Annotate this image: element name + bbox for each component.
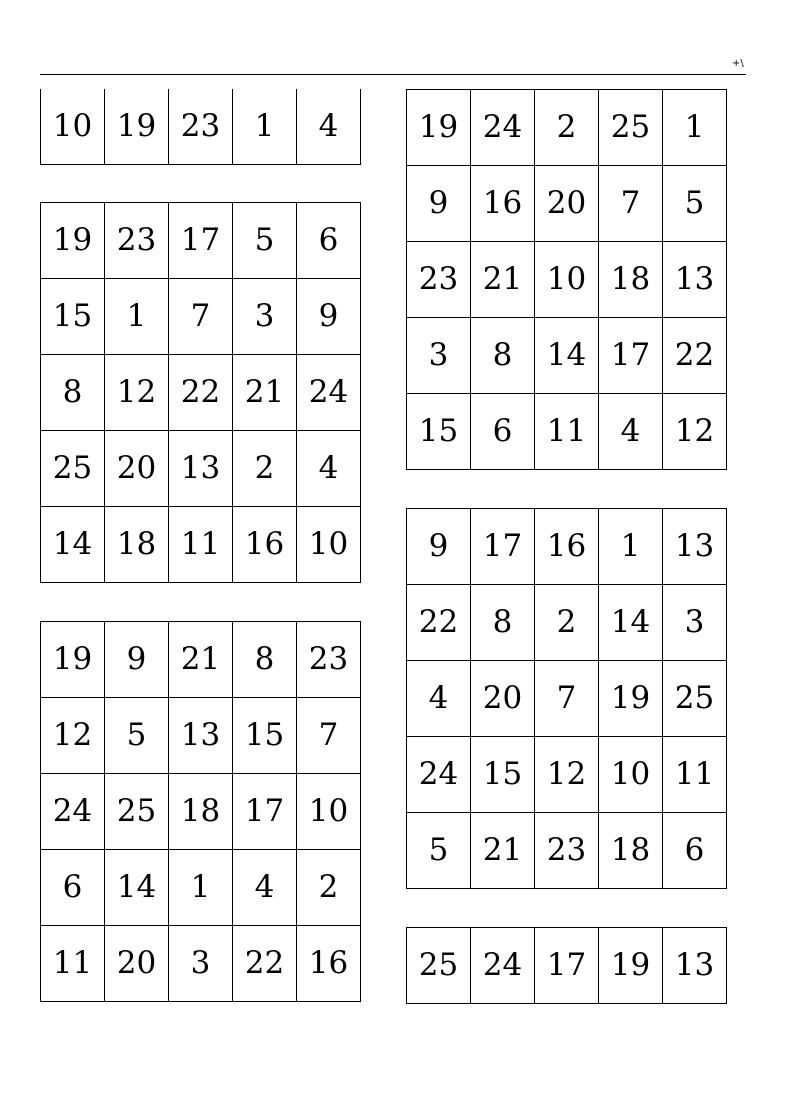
grid-row: [407, 242, 727, 318]
grid-row: [407, 318, 727, 394]
grid-cell: 25: [105, 774, 169, 850]
grid-cell: 23: [105, 203, 169, 279]
grid-cell: 19: [41, 622, 105, 698]
grid-cell: 20: [471, 661, 535, 737]
grid-cell: 18: [105, 507, 169, 583]
grid-cell: 12: [535, 737, 599, 813]
grid-cell: 9: [297, 279, 361, 355]
grid-cell: 12: [41, 698, 105, 774]
grid-cell: 24: [471, 90, 535, 166]
grid-cell: 15: [233, 698, 297, 774]
grid-cell: 8: [41, 355, 105, 431]
number-grid-right-top: [406, 89, 727, 470]
grid-cell: 16: [535, 509, 599, 585]
grid-cell: 5: [663, 166, 727, 242]
grid-cell: 1: [105, 279, 169, 355]
grid-cell: 21: [471, 242, 535, 318]
grid-row: [407, 90, 727, 166]
grid-cell: 17: [471, 509, 535, 585]
grid-cell: 16: [297, 926, 361, 1002]
grid-cell: 1: [599, 509, 663, 585]
grid-row: [41, 203, 361, 279]
grid-cell: 25: [599, 90, 663, 166]
grid-cell: 10: [297, 507, 361, 583]
grid-cell: 7: [535, 661, 599, 737]
grid-cell: 6: [471, 394, 535, 470]
grid-cell: 23: [169, 89, 233, 165]
grid-cell: 14: [599, 585, 663, 661]
grid-cell: 17: [169, 203, 233, 279]
grid-cell: 3: [169, 926, 233, 1002]
grid-row: [407, 813, 727, 889]
grid-cell: 11: [41, 926, 105, 1002]
grid-cell: 13: [663, 928, 727, 1004]
grid-cell: 12: [663, 394, 727, 470]
grid-cell: 13: [663, 242, 727, 318]
grid-cell: 23: [407, 242, 471, 318]
grid-row: [41, 774, 361, 850]
grid-cell: 3: [233, 279, 297, 355]
grid-cell: 3: [663, 585, 727, 661]
grid-cell: 25: [407, 928, 471, 1004]
grid-cell: 11: [535, 394, 599, 470]
grid-cell: 18: [599, 242, 663, 318]
grid-cell: 8: [233, 622, 297, 698]
grid-row: [407, 928, 727, 1004]
grid-cell: 4: [297, 431, 361, 507]
grid-cell: 13: [169, 698, 233, 774]
grid-cell: 25: [663, 661, 727, 737]
grid-row: [407, 394, 727, 470]
grid-row: [41, 698, 361, 774]
grid-cell: 1: [169, 850, 233, 926]
grid-cell: 4: [233, 850, 297, 926]
number-grid-right-middle: [406, 508, 727, 889]
grid-cell: 20: [105, 431, 169, 507]
grid-cell: 5: [407, 813, 471, 889]
grid-cell: 2: [535, 585, 599, 661]
grid-cell: 4: [599, 394, 663, 470]
grid-cell: 19: [599, 928, 663, 1004]
grid-cell: 24: [407, 737, 471, 813]
grid-row: [407, 585, 727, 661]
grid-cell: 11: [663, 737, 727, 813]
grid-cell: 2: [297, 850, 361, 926]
grid-cell: 15: [471, 737, 535, 813]
grid-cell: 12: [105, 355, 169, 431]
grid-row: [41, 926, 361, 1002]
grid-cell: 1: [663, 90, 727, 166]
grid-cell: 24: [297, 355, 361, 431]
grid-cell: 18: [599, 813, 663, 889]
number-grid-left-middle: [40, 202, 361, 583]
grid-cell: 22: [407, 585, 471, 661]
grid-cell: 13: [169, 431, 233, 507]
grid-cell: 14: [535, 318, 599, 394]
grid-cell: 10: [297, 774, 361, 850]
grid-cell: 4: [297, 89, 361, 165]
grid-cell: 7: [599, 166, 663, 242]
grid-cell: 15: [41, 279, 105, 355]
grid-cell: 4: [407, 661, 471, 737]
header-mark: +\: [732, 58, 744, 69]
number-grid-left-bottom: [40, 621, 361, 1002]
grid-cell: 19: [599, 661, 663, 737]
grid-cell: 23: [535, 813, 599, 889]
grid-cell: 20: [535, 166, 599, 242]
grid-cell: 17: [535, 928, 599, 1004]
grid-cell: 5: [233, 203, 297, 279]
grid-row: [41, 279, 361, 355]
grid-cell: 2: [535, 90, 599, 166]
grid-row: [407, 166, 727, 242]
grid-cell: 11: [169, 507, 233, 583]
grid-row: [41, 355, 361, 431]
grid-cell: 14: [105, 850, 169, 926]
grid-cell: 10: [41, 89, 105, 165]
grid-cell: 6: [297, 203, 361, 279]
grid-cell: 22: [169, 355, 233, 431]
grid-cell: 20: [105, 926, 169, 1002]
grid-cell: 19: [41, 203, 105, 279]
grid-cell: 1: [233, 89, 297, 165]
grid-cell: 2: [233, 431, 297, 507]
grid-row: [41, 431, 361, 507]
grid-cell: 21: [233, 355, 297, 431]
grid-cell: 10: [535, 242, 599, 318]
grid-cell: 19: [407, 90, 471, 166]
header-rule: [40, 74, 746, 75]
grid-row: [41, 622, 361, 698]
grid-cell: 17: [599, 318, 663, 394]
grid-cell: 9: [105, 622, 169, 698]
grid-cell: 8: [471, 318, 535, 394]
number-grid-left-top-fragment: [40, 89, 361, 165]
grid-cell: 23: [297, 622, 361, 698]
grid-row: [407, 509, 727, 585]
number-grid-right-bottom-fragment: [406, 927, 727, 1004]
grid-cell: 3: [407, 318, 471, 394]
grid-cell: 10: [599, 737, 663, 813]
grid-row: [41, 507, 361, 583]
grid-cell: 25: [41, 431, 105, 507]
grid-cell: 15: [407, 394, 471, 470]
grid-row: [407, 661, 727, 737]
grid-row: [407, 737, 727, 813]
grid-cell: 9: [407, 166, 471, 242]
grid-cell: 13: [663, 509, 727, 585]
grid-cell: 7: [297, 698, 361, 774]
grid-cell: 24: [41, 774, 105, 850]
grid-cell: 16: [471, 166, 535, 242]
grid-cell: 8: [471, 585, 535, 661]
grid-cell: 21: [169, 622, 233, 698]
grid-cell: 16: [233, 507, 297, 583]
grid-cell: 22: [233, 926, 297, 1002]
grid-cell: 22: [663, 318, 727, 394]
grid-cell: 24: [471, 928, 535, 1004]
grid-cell: 5: [105, 698, 169, 774]
grid-cell: 18: [169, 774, 233, 850]
grid-row: [41, 89, 361, 165]
grid-cell: 14: [41, 507, 105, 583]
grid-row: [41, 850, 361, 926]
grid-cell: 21: [471, 813, 535, 889]
grid-cell: 6: [663, 813, 727, 889]
grid-cell: 7: [169, 279, 233, 355]
grid-cell: 9: [407, 509, 471, 585]
grid-cell: 17: [233, 774, 297, 850]
grid-cell: 6: [41, 850, 105, 926]
grid-cell: 19: [105, 89, 169, 165]
